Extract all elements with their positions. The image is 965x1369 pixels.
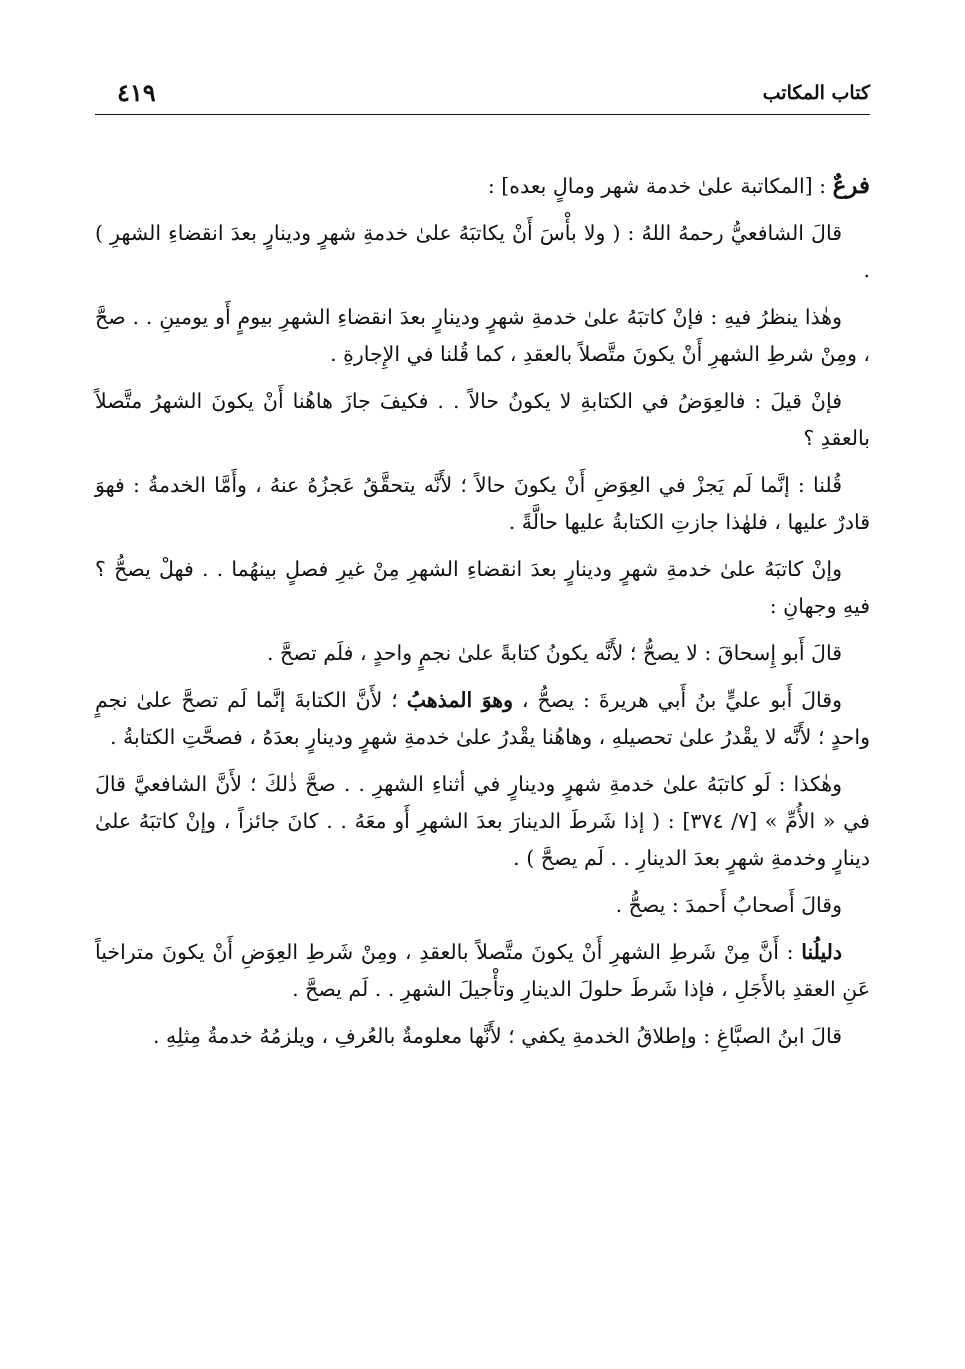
page-header (95, 70, 870, 115)
paragraph: قالَ ابنُ الصبَّاغِ : وإطلاقُ الخدمةِ يكفي ؛ لأَنَّها معلومةٌ بالعُرفِ ، ويلزمُهُ خدمةُ مِثلِهِ . (152, 1024, 842, 1048)
document-page (95, 70, 870, 1065)
section-title: : [المكاتبة علىٰ خدمة شهر ومالٍ بعده] : (487, 174, 833, 198)
paragraph: وقالَ أَصحابُ أَحمدَ : يصحُّ . (615, 893, 842, 917)
page-number: ٤١٩ (117, 78, 156, 107)
paragraph-text: ؛ لأَنَّ الكتابةَ إنَّما لَم تصحَّ علىٰ نجمٍ واحدٍ ؛ لأَنَّه لا يقْدرُ علىٰ تحصيلهِ ، وهاهُنا يقْدرُ علىٰ خدمةِ شهرٍ ودينارٍ بعدَهُ ، فصحَّتِ الكتابةُ . (95, 688, 870, 749)
paragraph: قالَ الشافعيُّ رحمهُ اللهُ : ( ولا بأْسَ أَنْ يكاتبَهُ علىٰ خدمةِ شهرٍ ودينارٍ بعدَ انقضاءِ الشهرِ ) . (95, 221, 870, 282)
paragraph-text: : أَنَّ مِنْ شَرطِ الشهرِ أَنْ يكونَ متَّصلاً بالعقدِ ، ومِنْ شَرطِ العِوَضِ أَنْ يكونَ متراخياً عَنِ العقدِ بالأَجَلِ ، فإذا شَرطَ حلولَ الدينارِ وتأْجيلَ الشهرِ . . لَم يصحَّ . (95, 940, 870, 1001)
section-label: فرعٌ (832, 172, 870, 199)
section-heading (95, 167, 870, 205)
paragraph (95, 682, 870, 756)
paragraph: فإنْ قيلَ : فالعِوَضُ في الكتابةِ لا يكونُ حالاً . . فكيفَ جازَ هاهُنا أَنْ يكونَ الشهرُ متَّصلاً بالعقدِ ؟ (95, 389, 870, 450)
paragraph: وإنْ كاتبَهُ علىٰ خدمةِ شهرٍ ودينارٍ بعدَ انقضاءِ الشهرِ مِنْ غيرِ فصلٍ بينهُما . . فهلْ يصحُّ ؟ فيهِ وجهانِ : (95, 557, 870, 618)
paragraph: قُلنا : إنَّما لَم يَجزْ في العِوَضِ أَنْ يكونَ حالاً ؛ لأَنَّه يتحقَّقُ عَجزُهُ عنهُ ، وأَمَّا الخدمةُ : فهوَ قادرٌ عليها ، فلهٰذا جازتِ الكتابةُ عليها حالَّةً . (95, 473, 870, 534)
emphasis-evidence: دليلُنا (801, 940, 842, 964)
paragraph-text: وقالَ أَبو عليٍّ بنُ أَبي هريرةَ : يصحُّ ، (513, 688, 843, 712)
paragraph: وهٰذا ينظرُ فيهِ : فإنْ كاتبَهُ علىٰ خدمةِ شهرٍ ودينارٍ بعدَ انقضاءِ الشهرِ بيومٍ أَو يومينِ . . صحَّ ، ومِنْ شرطِ الشهرِ أَنْ يكونَ متَّصلاً بالعقدِ ، كما قُلنا في الإِجارةِ . (95, 305, 870, 366)
paragraph: وهٰكذا : لَو كاتبَهُ علىٰ خدمةِ شهرٍ ودينارٍ في أثناءِ الشهرِ . . صحَّ ذٰلكَ ؛ لأَنَّ الشافعيَّ قالَ في « الأُمِّ » [٧/ ٣٧٤] : ( إذا شَرطَ الدينارَ بعدَ الشهرِ أَو معَهُ . . كانَ جائزاً ، وإنْ كاتبَهُ علىٰ دينارٍ وخدمةِ شهرٍ بعدَ الدينارِ . . لَم يصحَّ ) . (95, 772, 870, 870)
paragraph (95, 934, 870, 1008)
emphasis-madhhab: وهوَ المذهبُ (406, 688, 514, 712)
running-title: كتاب المكاتب (762, 82, 870, 104)
paragraph: قالَ أَبو إِسحاقَ : لا يصحُّ ؛ لأَنَّه يكونُ كتابةً علىٰ نجمٍ واحدٍ ، فلَم تصحَّ . (266, 641, 842, 665)
page-body (95, 167, 870, 1055)
